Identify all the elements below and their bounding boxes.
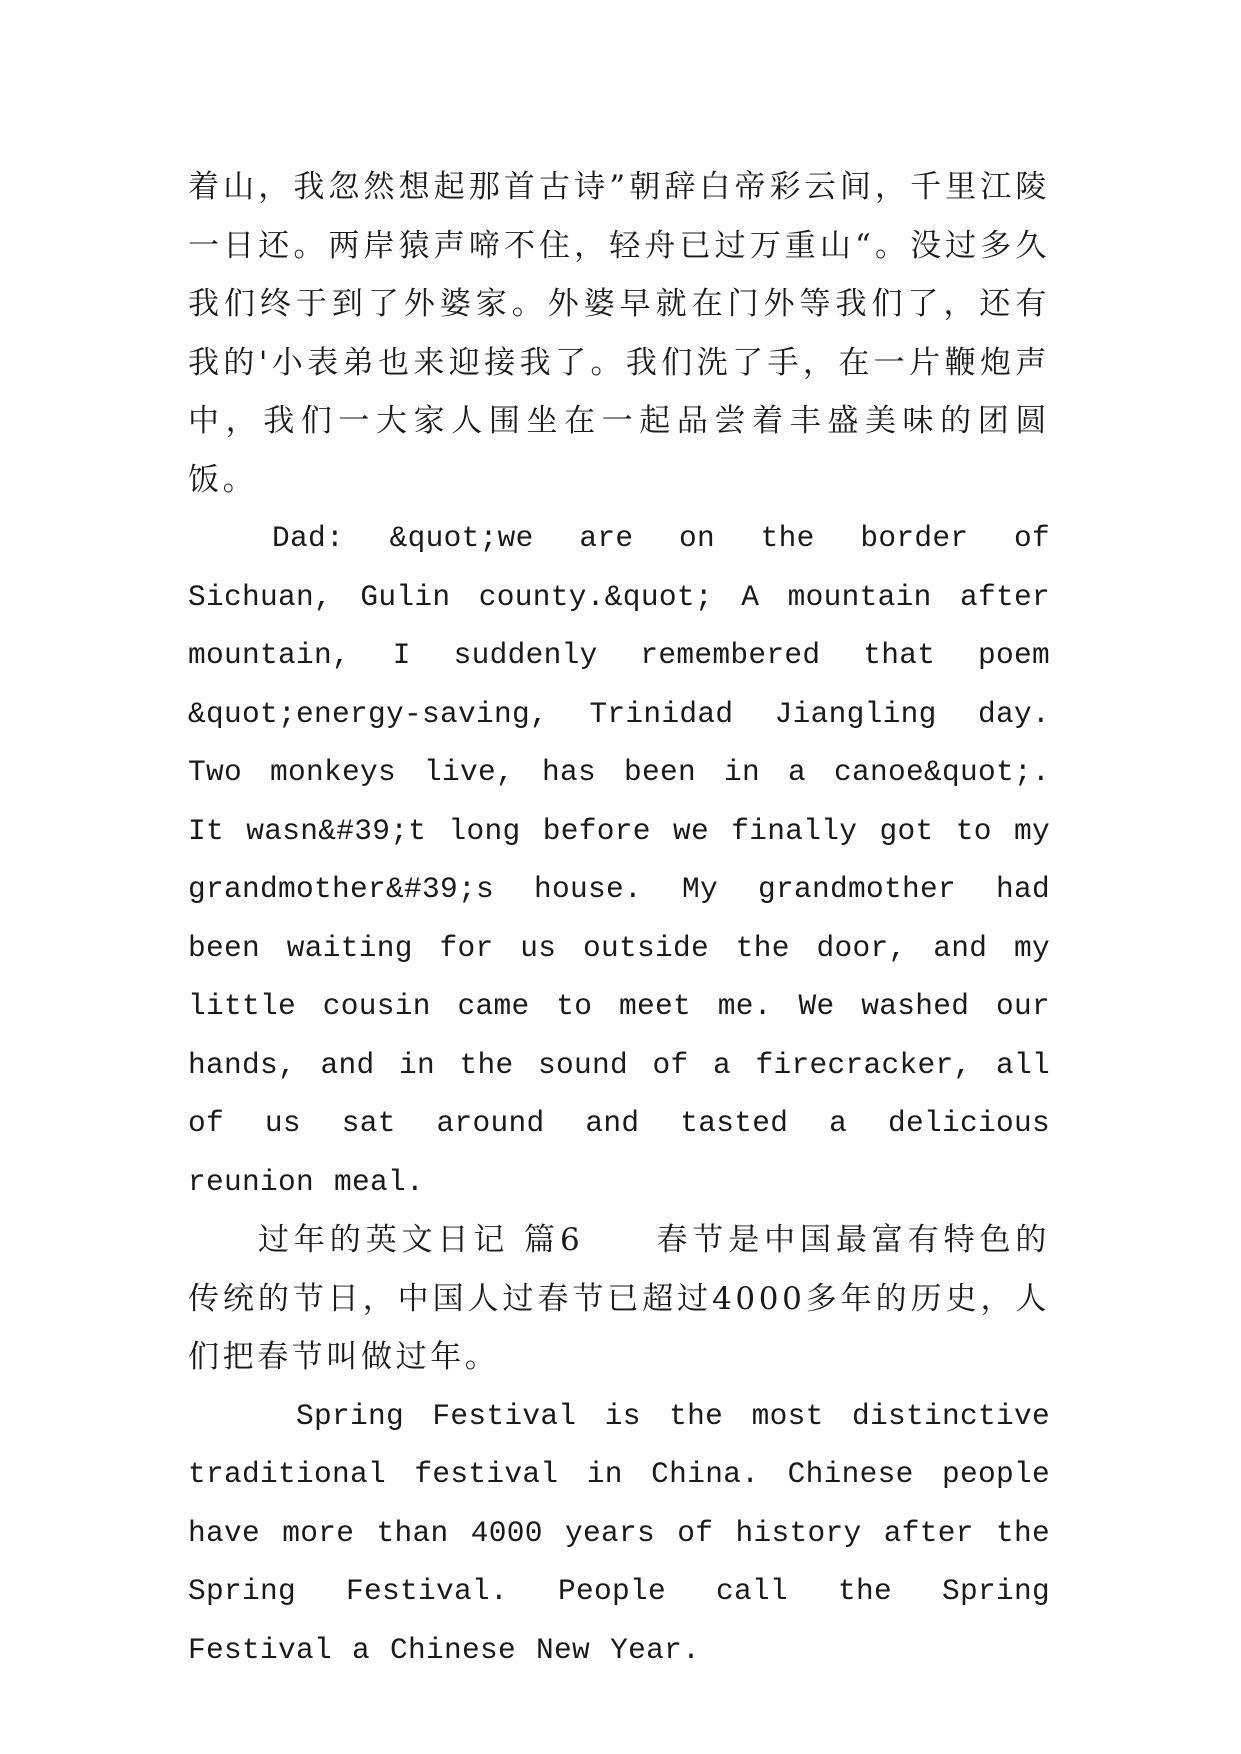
paragraph-chinese-reunion: 着山，我忽然想起那首古诗”朝辞白帝彩云间，千里江陵一日还。两岸猿声啼不住，轻舟已过万重山“。没过多久我们终于到了外婆家。外婆早就在门外等我们了，还有我的'小表弟也来迎接我了。我们洗了手，在一片鞭炮声中，我们一大家人围坐在一起品尝着丰盛美味的团圆饭。 xyxy=(188,169,1050,498)
document-page xyxy=(188,158,1050,1679)
paragraph-chinese-spring-festival: 过年的英文日记 篇6 春节是中国最富有特色的传统的节日，中国人过春节已超过4000多年的历史，人们把春节叫做过年。 xyxy=(188,1222,1050,1375)
paragraph-english-spring-festival: Spring Festival is the most distinctive traditional festival in China. Chinese people have more than 4000 years of history after the Spring Festival. People call the Spring Festival a Chinese New Year. xyxy=(188,1398,1050,1667)
paragraph-english-reunion: Dad: &quot;we are on the border of Sichuan, Gulin county.&quot; A mountain after mountain, I suddenly remembered that poem &quot;energy-saving, Trinidad Jiangling day. Two monkeys live, has been in a canoe&quot;. It wasn&#39;t long before we finally got to my grandmother&#39;s house. My grandmother had been waiting for us outside the door, and my little cousin came to meet me. We washed our hands, and in the sound of a firecracker, all of us sat around and tasted a delicious reunion meal. xyxy=(188,521,1050,1199)
